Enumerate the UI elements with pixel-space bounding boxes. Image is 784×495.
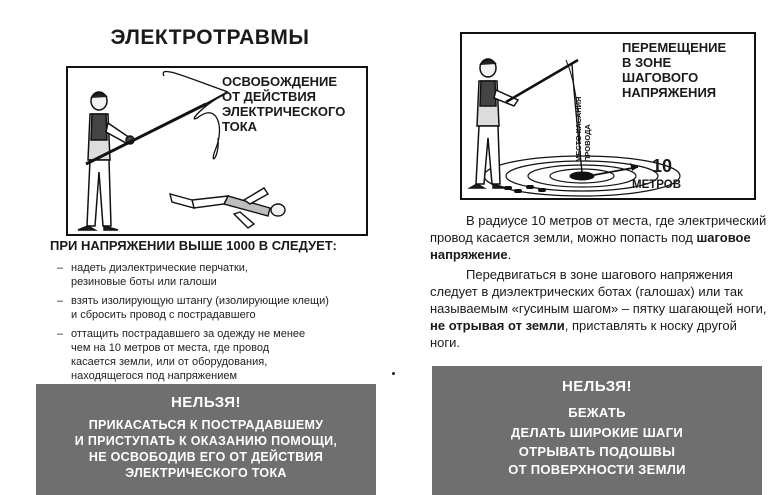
list-item-line: чем на 10 метров от места, где провод: [71, 342, 270, 354]
illustration-rescue-frame: [66, 66, 368, 236]
list-item-line: – надеть диэлектрические перчатки,: [71, 262, 248, 274]
list-item-line: резиновые боты или галоши: [71, 276, 217, 288]
illustration-caption: [622, 40, 750, 100]
caption-line: ОСВОБОЖДЕНИЕ: [222, 74, 338, 89]
warning-line: ОТ ПОВЕРХНОСТИ ЗЕМЛИ: [508, 462, 686, 477]
paragraph-text: .: [507, 247, 512, 262]
page-title: ЭЛЕКТРОТРАВМЫ: [110, 26, 310, 49]
warning-line: БЕЖАТЬ: [568, 405, 626, 420]
paragraph-text: В радиусе 10 метров от места, где электрический провод касается земли, можно попасть под: [430, 213, 767, 245]
distance-unit: МЕТРОВ: [632, 179, 682, 191]
wire-label-line: ПРОВОДА: [583, 124, 592, 162]
list-item: [57, 294, 377, 322]
instruction-list: [57, 261, 377, 388]
wire-contact-label: [574, 72, 616, 162]
list-item-line: – взять изолирующую штангу (изолирующие клещи): [71, 295, 329, 307]
rescuer-figure: [78, 92, 134, 230]
wire-label-line: МЕСТО КАСАНИЯ: [574, 96, 583, 162]
caption-line: ОТ ДЕЙСТВИЯ: [222, 89, 317, 104]
list-item-line: находящегося под напряжением: [71, 370, 238, 382]
illustration-caption: [222, 74, 362, 134]
gutter-mark: [392, 372, 395, 375]
warning-heading: НЕЛЬЗЯ!: [561, 378, 633, 395]
condition-heading: ПРИ НАПРЯЖЕНИИ ВЫШЕ 1000 В СЛЕДУЕТ:: [50, 238, 337, 253]
warning-line: ПРИКАСАТЬСЯ К ПОСТРАДАВШЕМУ: [88, 418, 324, 432]
caption-line: НАПРЯЖЕНИЯ: [622, 85, 717, 100]
list-item: [57, 261, 377, 289]
warning-heading: НЕЛЬЗЯ!: [170, 394, 242, 411]
distance-value: 10: [652, 156, 673, 176]
warning-line: НЕ ОСВОБОДИВ ЕГО ОТ ДЕЙСТВИЯ: [88, 450, 324, 464]
warning-banner-left: [36, 384, 376, 495]
caption-line: В ЗОНЕ: [622, 55, 672, 70]
power-wire: [163, 71, 228, 158]
paragraph-emphasis: не отрывая от земли: [430, 318, 565, 333]
paragraph-movement: [430, 266, 770, 351]
warning-line: И ПРИСТУПАТЬ К ОКАЗАНИЮ ПОМОЩИ,: [74, 434, 338, 448]
insulating-rod: [506, 60, 578, 102]
warning-banner-right: [432, 366, 762, 495]
paragraph-text: , приставлять к носку другой ноги.: [430, 318, 737, 350]
paragraph-step-voltage: [430, 212, 770, 263]
walker-figure: [470, 59, 518, 188]
paragraph-emphasis: шаговое напряжение: [430, 230, 751, 262]
warning-line: ЭЛЕКТРИЧЕСКОГО ТОКА: [125, 466, 287, 480]
caption-line: ШАГОВОГО: [622, 70, 699, 85]
victim-figure: [170, 188, 285, 228]
list-item-line: и сбросить провод с пострадавшего: [71, 309, 256, 321]
caption-line: ПЕРЕМЕЩЕНИЕ: [622, 40, 727, 55]
caption-line: ТОКА: [222, 119, 258, 134]
caption-line: ЭЛЕКТРИЧЕСКОГО: [222, 104, 346, 119]
list-item-line: касается земли, или от оборудования,: [71, 356, 268, 368]
warning-line: ОТРЫВАТЬ ПОДОШВЫ: [518, 444, 676, 459]
list-item: [57, 327, 377, 383]
list-item-line: – оттащить пострадавшего за одежду не менее: [71, 328, 306, 340]
paragraph-text: Передвигаться в зоне шагового напряжения следует в диэлектрических ботах (галошах) или так называемым «гусиным шагом» – пятку шагающей ноги,: [430, 267, 767, 316]
warning-line: ДЕЛАТЬ ШИРОКИЕ ШАГИ: [510, 425, 684, 440]
